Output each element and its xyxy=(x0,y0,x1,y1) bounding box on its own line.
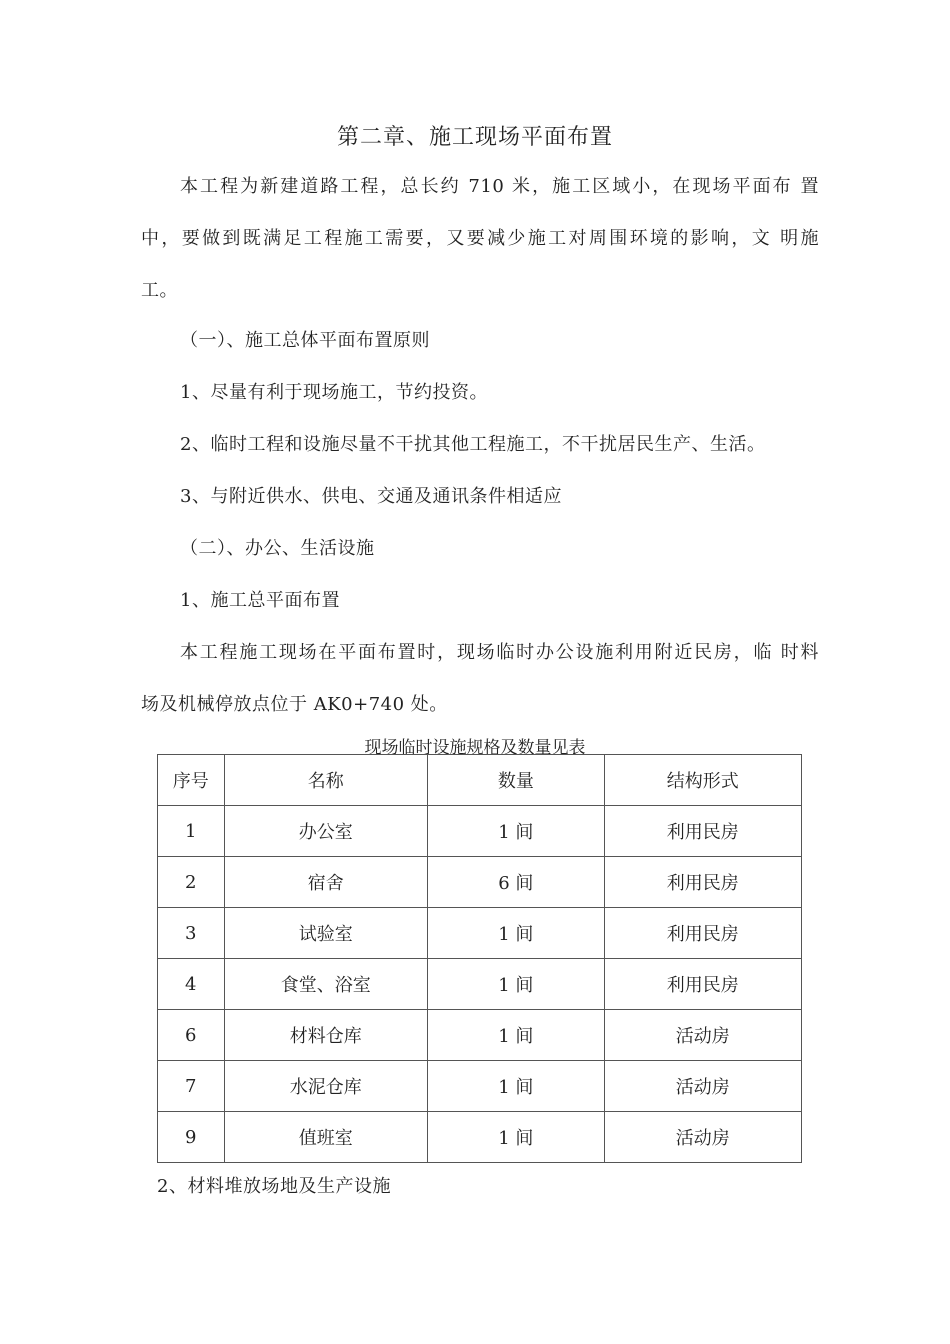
intro-line-2: 中，要做到既满足工程施工需要，又要减少施工对周围环境的影响，文 明施 xyxy=(141,228,819,249)
cell-name: 试验室 xyxy=(224,908,427,959)
cell-quantity: 6 间 xyxy=(428,857,605,908)
section2-para-line-1: 本工程施工现场在平面布置时，现场临时办公设施利用附近民房，临 时料 xyxy=(180,642,819,663)
cell-name: 值班室 xyxy=(224,1112,427,1163)
section2-heading: （二）、办公、生活设施 xyxy=(180,538,375,559)
cell-quantity: 1 间 xyxy=(428,908,605,959)
cell-index: 2 xyxy=(158,857,225,908)
cell-index: 9 xyxy=(158,1112,225,1163)
cell-index: 7 xyxy=(158,1061,225,1112)
cell-structure: 利用民房 xyxy=(604,806,801,857)
cell-name: 食堂、浴室 xyxy=(224,959,427,1010)
table-caption: 现场临时设施规格及数量见表 xyxy=(364,738,586,758)
header-cell-quantity: 数量 xyxy=(428,755,605,806)
cell-structure: 活动房 xyxy=(604,1112,801,1163)
cell-name: 材料仓库 xyxy=(224,1010,427,1061)
section2-sub-heading-2: 2、材料堆放场地及生产设施 xyxy=(157,1176,391,1197)
cell-structure: 利用民房 xyxy=(604,959,801,1010)
cell-quantity: 1 间 xyxy=(428,1061,605,1112)
section1-item-1: 1、尽量有利于现场施工，节约投资。 xyxy=(180,382,488,403)
header-cell-index: 序号 xyxy=(158,755,225,806)
facilities-table xyxy=(157,754,802,1163)
table-header-row xyxy=(158,755,802,806)
table-row xyxy=(158,857,802,908)
cell-quantity: 1 间 xyxy=(428,1010,605,1061)
cell-quantity: 1 间 xyxy=(428,806,605,857)
cell-quantity: 1 间 xyxy=(428,959,605,1010)
section2-para-line-2: 场及机械停放点位于 AK0+740 处。 xyxy=(141,694,448,715)
header-cell-structure: 结构形式 xyxy=(604,755,801,806)
cell-name: 宿舍 xyxy=(224,857,427,908)
table-row xyxy=(158,908,802,959)
intro-line-3: 工。 xyxy=(141,280,178,301)
section1-heading: （一）、施工总体平面布置原则 xyxy=(180,330,430,351)
cell-index: 3 xyxy=(158,908,225,959)
table-row xyxy=(158,959,802,1010)
cell-structure: 利用民房 xyxy=(604,857,801,908)
cell-name: 办公室 xyxy=(224,806,427,857)
table-row xyxy=(158,806,802,857)
cell-name: 水泥仓库 xyxy=(224,1061,427,1112)
table-row xyxy=(158,1061,802,1112)
cell-index: 6 xyxy=(158,1010,225,1061)
cell-quantity: 1 间 xyxy=(428,1112,605,1163)
header-cell-name: 名称 xyxy=(224,755,427,806)
cell-structure: 活动房 xyxy=(604,1010,801,1061)
cell-structure: 利用民房 xyxy=(604,908,801,959)
cell-index: 1 xyxy=(158,806,225,857)
table-row xyxy=(158,1010,802,1061)
section1-item-2: 2、临时工程和设施尽量不干扰其他工程施工，不干扰居民生产、生活。 xyxy=(180,434,766,455)
section1-item-3: 3、与附近供水、供电、交通及通讯条件相适应 xyxy=(180,486,562,507)
cell-index: 4 xyxy=(158,959,225,1010)
section2-sub-heading: 1、施工总平面布置 xyxy=(180,590,340,611)
cell-structure: 活动房 xyxy=(604,1061,801,1112)
intro-line-1: 本工程为新建道路工程，总长约 710 米，施工区域小，在现场平面布 置 xyxy=(180,176,819,197)
chapter-title: 第二章、施工现场平面布置 xyxy=(336,125,613,150)
table-row xyxy=(158,1112,802,1163)
